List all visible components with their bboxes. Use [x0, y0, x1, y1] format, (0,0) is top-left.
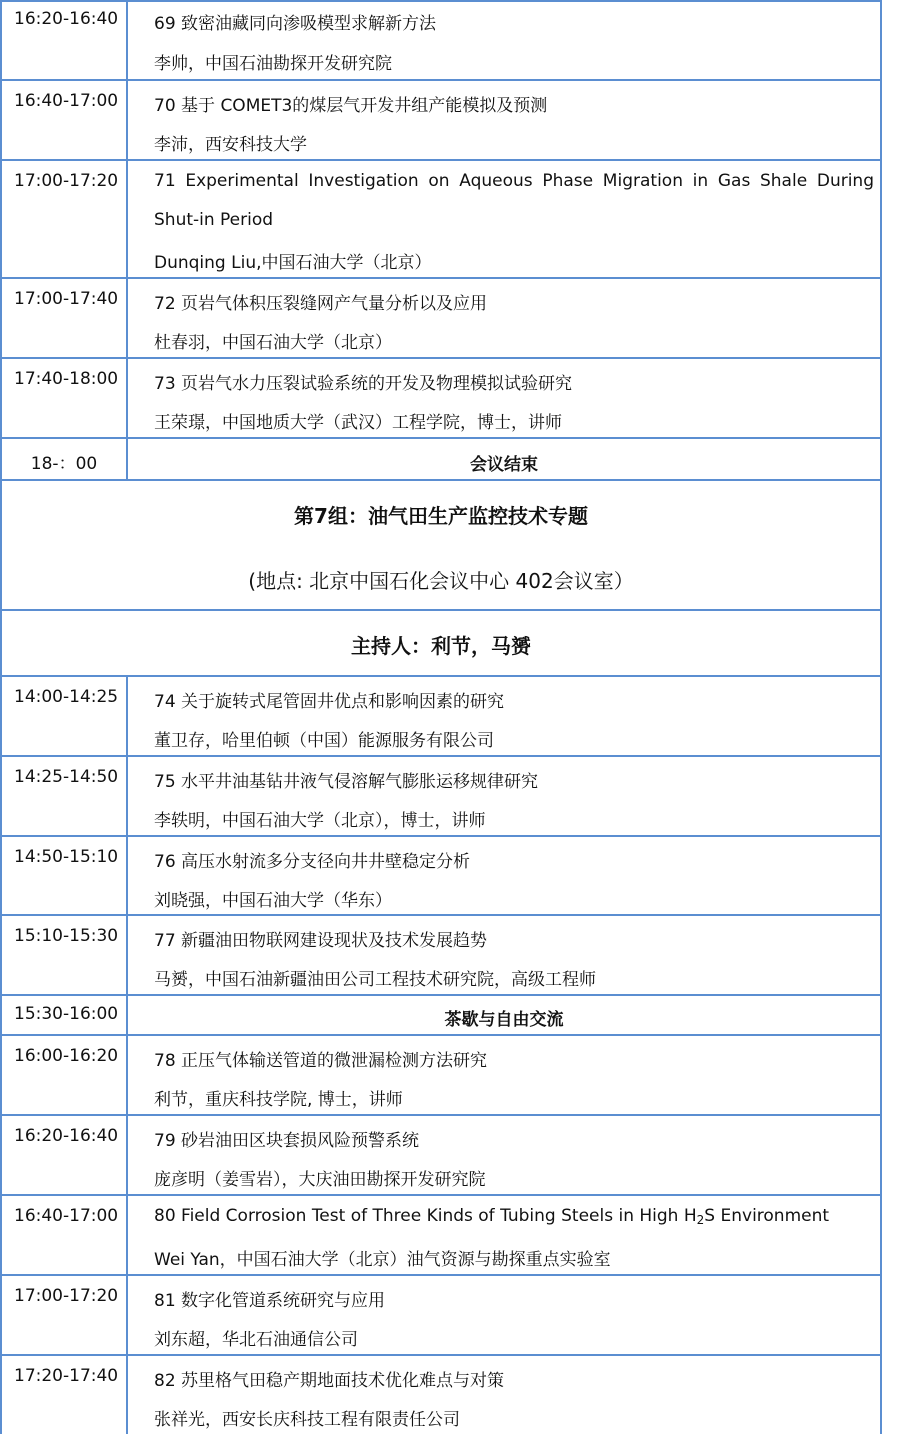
talk-title-part: 80 Field Corrosion Test of Three Kinds of Tubing Steels in High H	[154, 1206, 697, 1226]
content-cell	[128, 1355, 880, 1434]
talk-title: 82 苏里格气田稳产期地面技术优化难点与对策	[154, 1371, 505, 1391]
closing-label: 会议结束	[470, 455, 538, 475]
content-cell	[128, 756, 880, 836]
content-cell	[128, 995, 880, 1035]
time-text: 17:00-17:40	[14, 289, 119, 309]
table-row	[0, 80, 882, 160]
table-row	[0, 676, 882, 756]
table-row	[0, 1355, 882, 1434]
time-text: 14:25-14:50	[14, 767, 119, 787]
table-row	[0, 358, 882, 438]
content-cell	[128, 1275, 880, 1355]
table-row	[0, 1115, 882, 1195]
talk-speaker: 刘晓强，中国石油大学（华东）	[154, 891, 392, 911]
talk-title: 73 页岩气水力压裂试验系统的开发及物理模拟试验研究	[154, 374, 573, 394]
break-label: 茶歇与自由交流	[444, 1010, 564, 1030]
talk-speaker: 李帅，中国石油勘探开发研究院	[154, 54, 392, 74]
content-cell	[128, 278, 880, 358]
talk-title	[154, 1206, 829, 1227]
talk-speaker: 杜春羽，中国石油大学（北京）	[154, 333, 392, 353]
talk-title: 70 基于 COMET3的煤层气开发井组产能模拟及预测	[154, 96, 548, 116]
talk-speaker: 李轶明，中国石油大学（北京），博士，讲师	[154, 811, 486, 831]
hosts-row	[0, 610, 882, 676]
content-cell	[128, 836, 880, 916]
content-cell	[128, 1115, 880, 1195]
content-cell	[128, 1195, 880, 1275]
table-row	[0, 756, 882, 836]
talk-title: 74 关于旋转式尾管固井优点和影响因素的研究	[154, 692, 505, 712]
talk-title: 78 正压气体输送管道的微泄漏检测方法研究	[154, 1051, 488, 1071]
content-cell	[128, 676, 880, 756]
content-cell	[128, 160, 880, 278]
talk-title: 76 高压水射流多分支径向井井壁稳定分析	[154, 852, 471, 872]
time-text: 16:00-16:20	[14, 1046, 119, 1066]
time-text: 15:10-15:30	[14, 926, 119, 946]
closing-row	[0, 438, 882, 480]
time-cell	[2, 358, 128, 438]
break-row	[0, 995, 882, 1035]
talk-speaker: Wei Yan，中国石油大学（北京）油气资源与勘探重点实验室	[154, 1250, 611, 1270]
time-text: 18-：00	[30, 454, 98, 474]
group-header	[0, 480, 882, 610]
talk-title: 81 数字化管道系统研究与应用	[154, 1291, 386, 1311]
talk-title: 71 Experimental Investigation on Aqueous Phase Migration in Gas Shale During Shut-in Period	[154, 171, 874, 230]
time-cell	[2, 1275, 128, 1355]
talk-speaker: 马赟，中国石油新疆油田公司工程技术研究院，高级工程师	[154, 970, 596, 990]
time-text: 16:40-17:00	[14, 91, 119, 111]
content-cell	[128, 1035, 880, 1115]
table-row	[0, 1275, 882, 1355]
subscript: 2	[696, 1213, 705, 1227]
time-cell	[2, 0, 128, 80]
talk-speaker: 刘东超，华北石油通信公司	[154, 1330, 358, 1350]
time-cell	[2, 438, 128, 480]
content-cell	[128, 438, 880, 480]
time-cell	[2, 278, 128, 358]
group-hosts: 主持人：利节，马赟	[351, 634, 531, 658]
content-cell	[128, 915, 880, 995]
table-row	[0, 836, 882, 916]
time-text: 16:20-16:40	[14, 1126, 119, 1146]
group-location: (地点: 北京中国石化会议中心 402会议室）	[248, 569, 634, 593]
time-text: 14:00-14:25	[14, 687, 119, 707]
talk-speaker: 庞彦明（姜雪岩），大庆油田勘探开发研究院	[154, 1170, 486, 1190]
time-cell	[2, 1035, 128, 1115]
time-cell	[2, 995, 128, 1035]
talk-title: 77 新疆油田物联网建设现状及技术发展趋势	[154, 931, 488, 951]
talk-speaker: 王荣璟，中国地质大学（武汉）工程学院，博士，讲师	[154, 413, 562, 433]
group-title: 第7组：油气田生产监控技术专题	[294, 504, 588, 528]
talk-speaker: 利节，重庆科技学院, 博士，讲师	[154, 1090, 403, 1110]
time-text: 17:40-18:00	[14, 369, 119, 389]
time-text: 15:30-16:00	[14, 1004, 119, 1024]
time-text: 16:40-17:00	[14, 1206, 119, 1226]
talk-speaker: Dunqing Liu,中国石油大学（北京）	[154, 253, 432, 273]
content-cell	[128, 80, 880, 160]
talk-speaker: 董卫存，哈里伯顿（中国）能源服务有限公司	[154, 731, 494, 751]
table-row	[0, 160, 882, 278]
time-text: 16:20-16:40	[14, 9, 119, 29]
time-text: 14:50-15:10	[14, 847, 119, 867]
table-row	[0, 1035, 882, 1115]
time-cell	[2, 836, 128, 916]
content-cell	[128, 0, 880, 80]
table-row	[0, 0, 882, 80]
talk-title: 79 砂岩油田区块套损风险预警系统	[154, 1131, 420, 1151]
time-cell	[2, 676, 128, 756]
time-cell	[2, 915, 128, 995]
talk-title: 69 致密油藏同向渗吸模型求解新方法	[154, 14, 437, 34]
talk-title: 72 页岩气体积压裂缝网产气量分析以及应用	[154, 294, 488, 314]
talk-title-part: S Environment	[704, 1206, 830, 1226]
time-cell	[2, 1355, 128, 1434]
talk-title: 75 水平井油基钻井液气侵溶解气膨胀运移规律研究	[154, 772, 539, 792]
table-row	[0, 1195, 882, 1275]
table-row	[0, 915, 882, 995]
time-text: 17:20-17:40	[14, 1366, 119, 1386]
time-text: 17:00-17:20	[14, 171, 119, 191]
time-cell	[2, 80, 128, 160]
talk-speaker: 李沛，西安科技大学	[154, 135, 307, 155]
time-cell	[2, 1195, 128, 1275]
talk-speaker: 张祥光，西安长庆科技工程有限责任公司	[154, 1410, 460, 1430]
table-row	[0, 278, 882, 358]
content-cell	[128, 358, 880, 438]
time-text: 17:00-17:20	[14, 1286, 119, 1306]
time-cell	[2, 756, 128, 836]
time-cell	[2, 1115, 128, 1195]
time-cell	[2, 160, 128, 278]
